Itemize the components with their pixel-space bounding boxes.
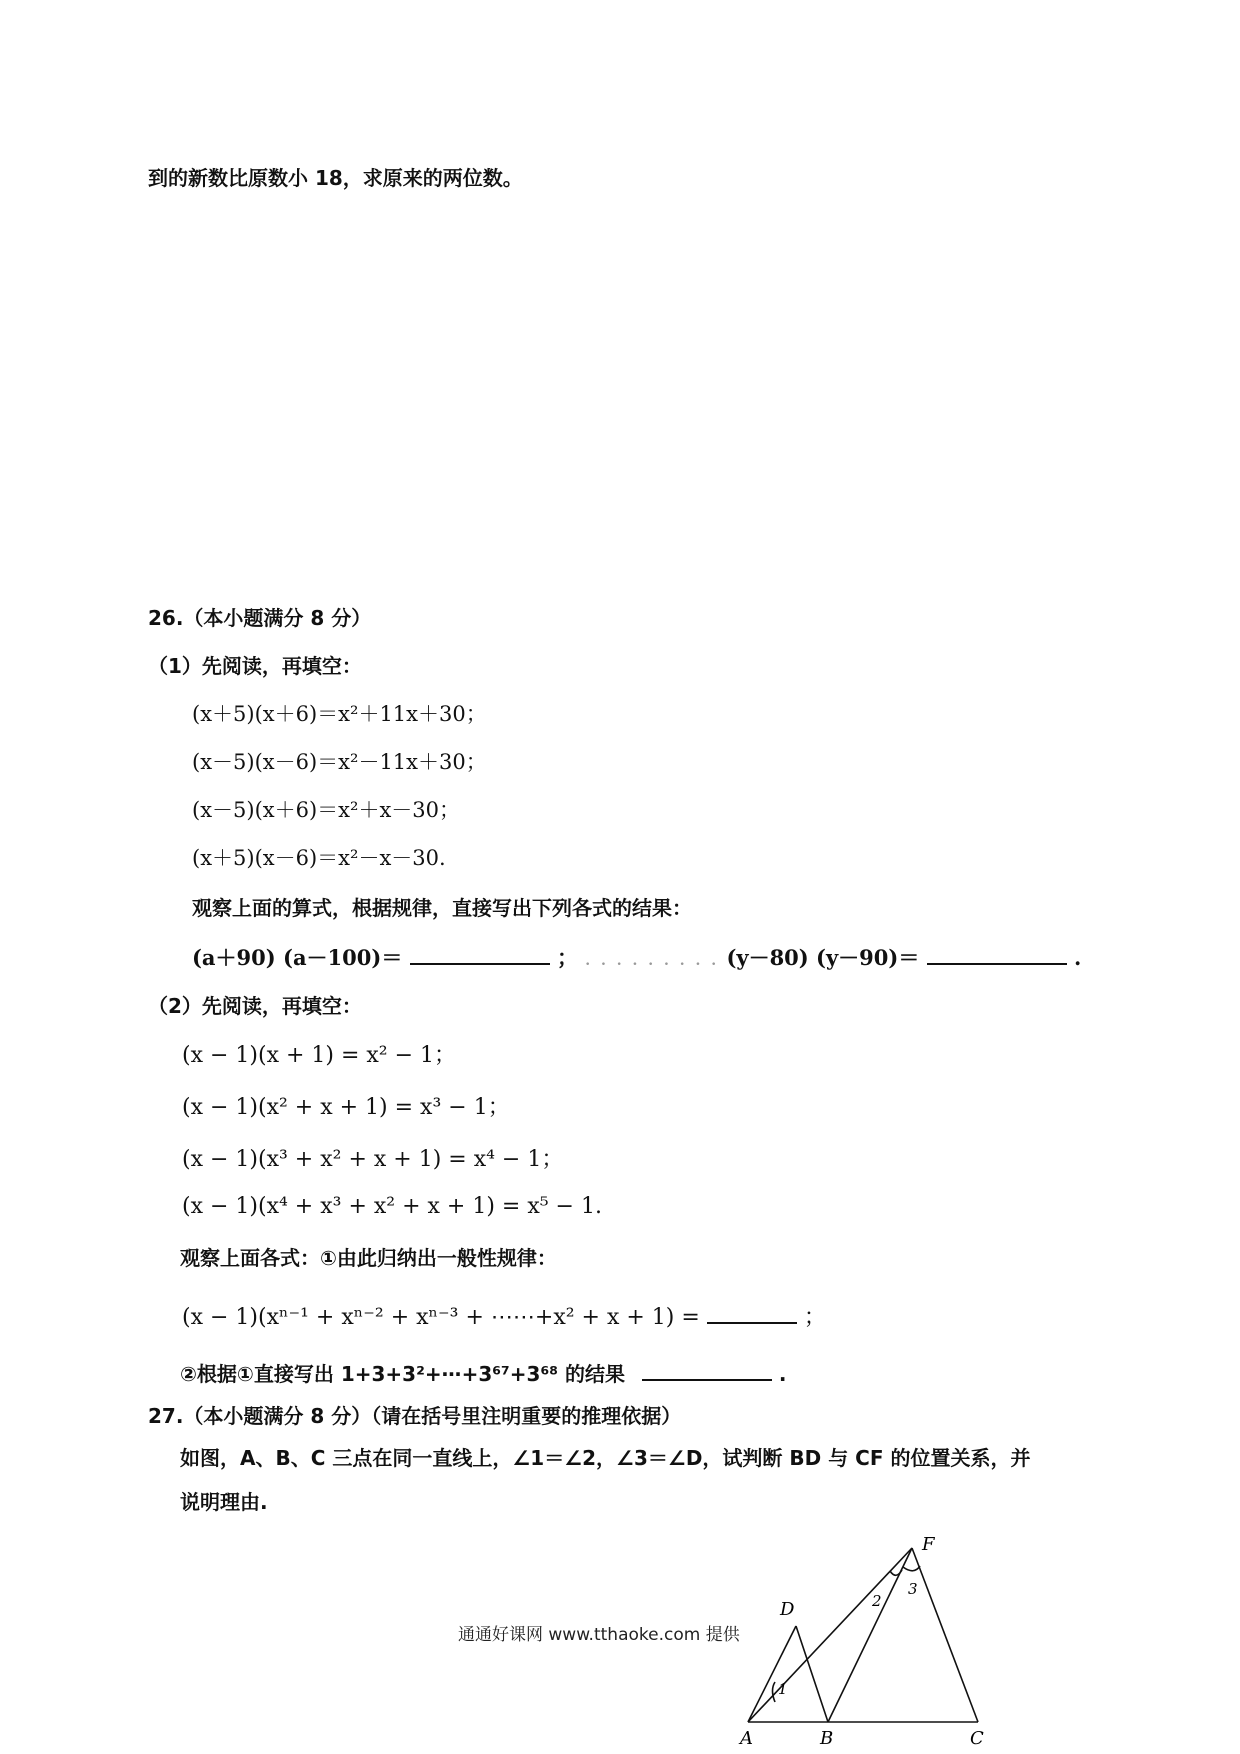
q26-part1-heading: （1）先阅读，再填空：	[148, 654, 362, 678]
segment-cf	[912, 1548, 978, 1722]
q26-part2-eq4: (x − 1)(x⁴ + x³ + x² + x + 1) = x⁵ − 1.	[182, 1194, 602, 1219]
q27-header: 27.（本小题满分 8 分）（请在括号里注明重要的推理依据）	[148, 1404, 682, 1428]
q26-part2-eq1: (x − 1)(x + 1) = x² − 1；	[182, 1043, 457, 1068]
q26-part1-eq2: (x－5)(x－6)＝x²－11x＋30；	[192, 750, 487, 774]
label-angle-2: 2	[872, 1592, 882, 1610]
label-c: C	[970, 1728, 984, 1749]
q26-part2-apply-end: .	[778, 1362, 787, 1386]
q26-part1-end: .	[1073, 945, 1082, 970]
q26-part2-observe: 观察上面各式：①由此归纳出一般性规律：	[180, 1246, 557, 1270]
q26-part1-ask-b: (y－80) (y－90)＝	[726, 945, 920, 970]
q26-part2-apply: ②根据①直接写出 1+3+3²+⋯+3⁶⁷+3⁶⁸ 的结果	[180, 1362, 625, 1386]
q26-part1-ask-a: (a＋90) (a－100)＝	[192, 945, 403, 970]
q26-part1-observe: 观察上面的算式，根据规律，直接写出下列各式的结果：	[192, 896, 692, 920]
q26-part2-heading: （2）先阅读，再填空：	[148, 994, 362, 1018]
q26-part1-separator: ；	[556, 945, 578, 970]
label-a: A	[740, 1728, 753, 1749]
q26-part1-eq1: (x＋5)(x＋6)＝x²＋11x＋30；	[192, 702, 487, 726]
label-f: F	[922, 1534, 935, 1555]
angle-3-arc	[903, 1566, 920, 1571]
q26-header: 26.（本小题满分 8 分）	[148, 606, 372, 630]
segment-ad	[748, 1626, 796, 1722]
label-angle-3: 3	[908, 1580, 918, 1598]
footer-text: 通通好课网 www.tthaoke.com 提供	[458, 1625, 740, 1645]
leader-dots: . . . . . . . . .	[585, 953, 720, 969]
top-line: 到的新数比原数小 18，求原来的两位数。	[148, 166, 523, 190]
q26-part2-eq2: (x − 1)(x² + x + 1) = x³ − 1；	[182, 1095, 510, 1120]
segment-db	[796, 1626, 828, 1722]
q26-part2-general: (x − 1)(xⁿ⁻¹ + xⁿ⁻² + xⁿ⁻³ + ⋯⋯+x² + x + 1) =	[182, 1305, 700, 1330]
q27-body-line2: 说明理由.	[180, 1490, 268, 1514]
q26-part2-general-end: ；	[803, 1305, 826, 1330]
angle-1-arc	[773, 1682, 776, 1702]
q27-body-line1: 如图，A、B、C 三点在同一直线上，∠1＝∠2，∠3＝∠D，试判断 BD 与 CF 的位置关系，并	[180, 1446, 1031, 1470]
label-d: D	[780, 1599, 795, 1620]
q26-part1-eq3: (x－5)(x＋6)＝x²＋x－30；	[192, 798, 461, 822]
label-b: B	[820, 1728, 834, 1749]
label-angle-1: 1	[778, 1680, 788, 1698]
q26-part1-eq4: (x＋5)(x－6)＝x²－x－30.	[192, 846, 446, 870]
q26-part2-eq3: (x − 1)(x³ + x² + x + 1) = x⁴ − 1；	[182, 1147, 564, 1172]
